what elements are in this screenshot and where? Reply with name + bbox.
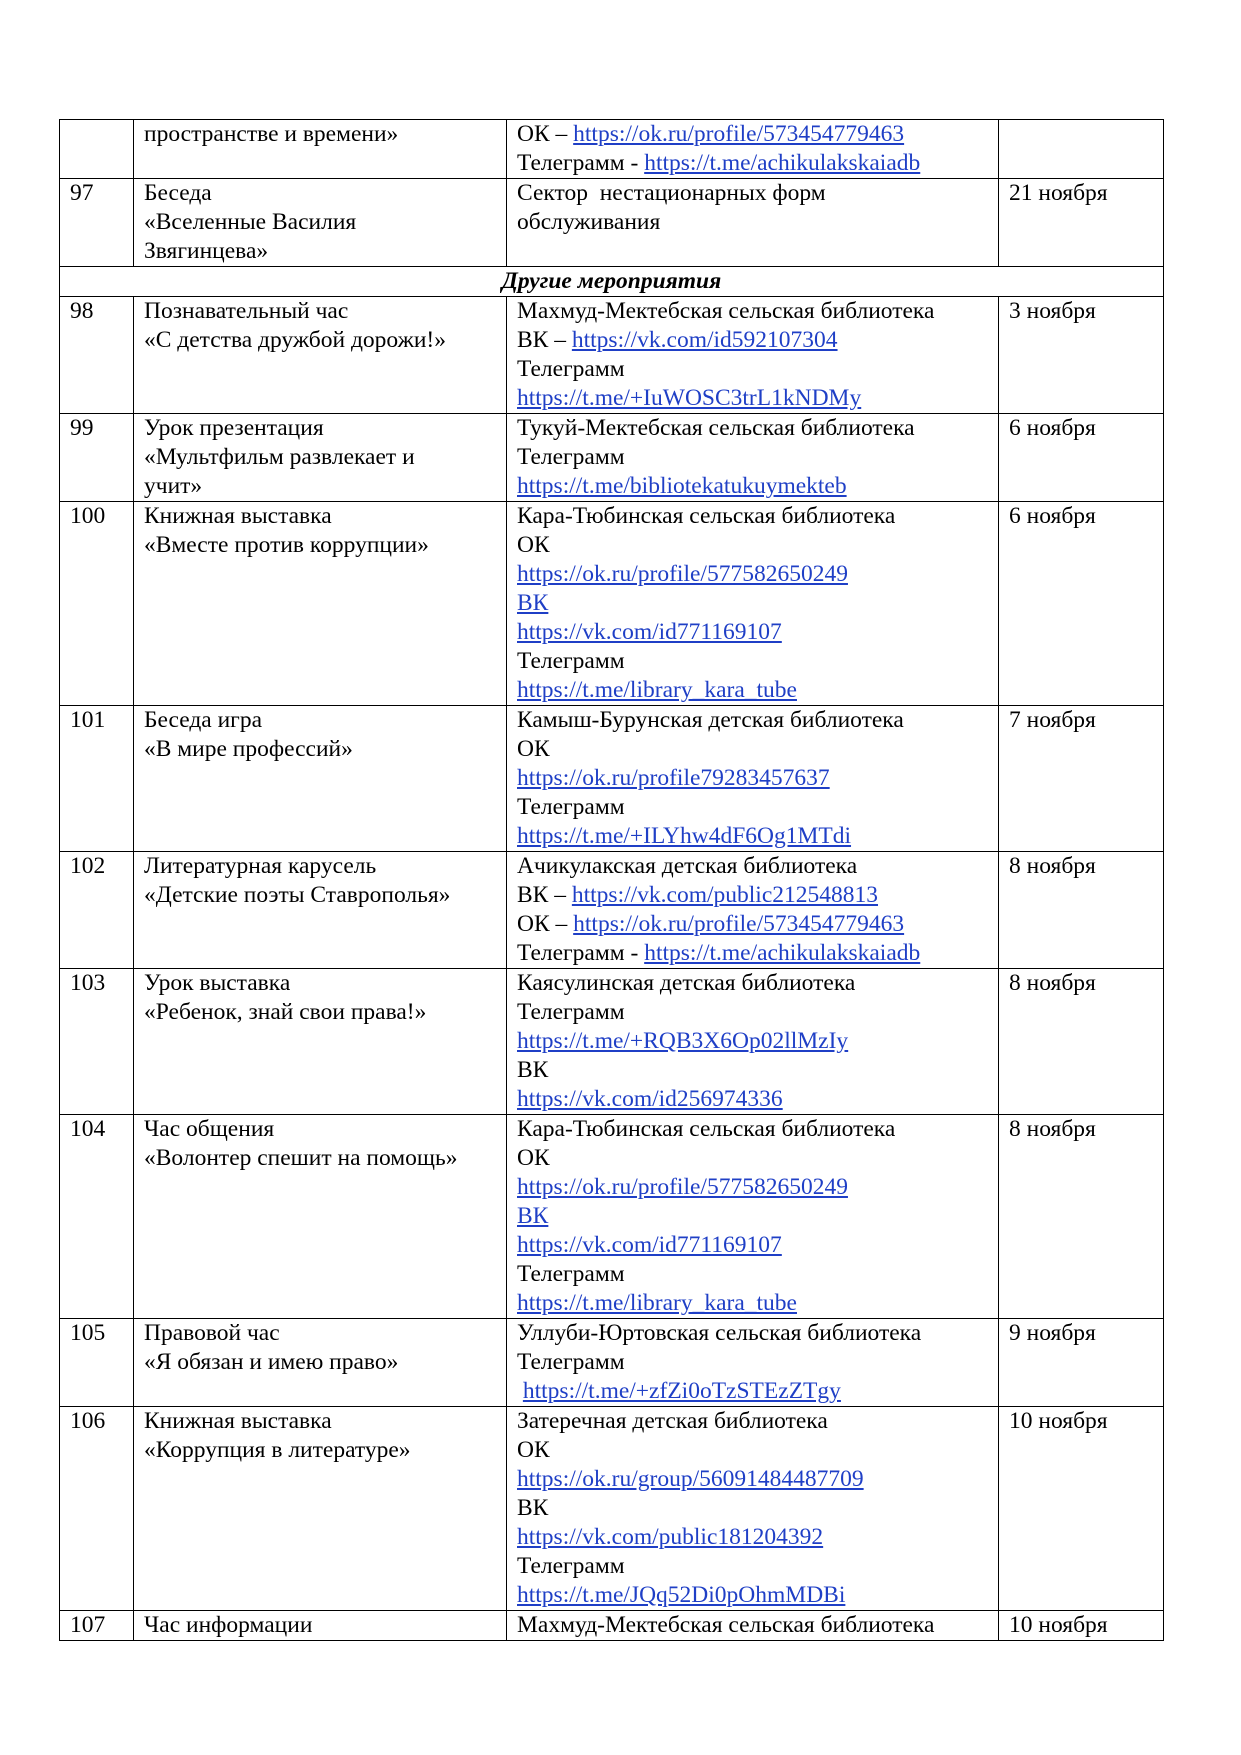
event-place-cell: [507, 120, 999, 179]
place-line: [517, 1202, 988, 1231]
place-text: Телеграмм: [517, 794, 625, 820]
place-text: Кара-Тюбинская сельская библиотека: [517, 1116, 896, 1142]
events-table-body: [60, 120, 1164, 1641]
place-line: [517, 208, 988, 237]
event-date: 6 ноября: [999, 414, 1164, 502]
hyperlink[interactable]: https://t.me/JQq52Di0pOhmMDBi: [517, 1582, 846, 1608]
event-title-line: «Детские поэты Ставрополья»: [144, 882, 451, 908]
table-row: [60, 706, 1164, 852]
place-text: Камыш-Бурунская детская библиотека: [517, 707, 904, 733]
place-line: [517, 1494, 988, 1523]
event-place-cell: [507, 1115, 999, 1319]
event-title-line: учит»: [144, 473, 203, 499]
event-title-line: «Коррупция в литературе»: [144, 1437, 411, 1463]
place-line: [517, 881, 988, 910]
event-title-line: «В мире профессий»: [144, 736, 353, 762]
event-title-cell: [134, 706, 507, 852]
place-text: ОК: [517, 532, 550, 558]
place-line: [517, 120, 988, 149]
place-text: Уллуби-Юртовская сельская библиотека: [517, 1320, 922, 1346]
event-title-cell: [134, 1319, 507, 1407]
event-place-cell: [507, 1319, 999, 1407]
event-date: 10 ноября: [999, 1611, 1164, 1641]
event-title-line: «С детства дружбой дорожи!»: [144, 327, 446, 353]
place-line: [517, 1407, 988, 1436]
event-title-line: Час общения: [144, 1116, 275, 1142]
place-text: Махмуд-Мектебская сельская библиотека: [517, 298, 935, 324]
event-date: 10 ноября: [999, 1407, 1164, 1611]
place-text: Махмуд-Мектебская сельская библиотека: [517, 1612, 935, 1638]
place-line: [517, 998, 988, 1027]
table-row: [60, 852, 1164, 969]
hyperlink[interactable]: https://t.me/achikulakskaiadb: [644, 940, 921, 966]
event-title-cell: [134, 1611, 507, 1641]
event-title-line: пространстве и времени»: [144, 121, 399, 147]
event-date: 9 ноября: [999, 1319, 1164, 1407]
place-line: [517, 706, 988, 735]
place-line: [517, 1465, 988, 1494]
event-place-cell: [507, 1407, 999, 1611]
table-row: [60, 414, 1164, 502]
place-text: Сектор нестационарных форм: [517, 180, 826, 206]
table-row: [60, 1407, 1164, 1611]
row-number: 107: [60, 1611, 134, 1641]
place-line: [517, 1056, 988, 1085]
event-title-cell: [134, 1407, 507, 1611]
event-title-line: Урок выставка: [144, 970, 291, 996]
event-title-cell: [134, 179, 507, 267]
event-place-cell: [507, 1611, 999, 1641]
place-text: ОК: [517, 1437, 550, 1463]
event-date: 8 ноября: [999, 852, 1164, 969]
place-line: [517, 589, 988, 618]
event-place-cell: [507, 969, 999, 1115]
place-line: [517, 1173, 988, 1202]
hyperlink[interactable]: https://ok.ru/profile/573454779463: [573, 911, 905, 937]
event-date: 21 ноября: [999, 179, 1164, 267]
place-line: [517, 1085, 988, 1114]
place-line: [517, 1523, 988, 1552]
event-date: 8 ноября: [999, 1115, 1164, 1319]
table-row: [60, 1611, 1164, 1641]
place-line: [517, 676, 988, 705]
place-line: [517, 910, 988, 939]
place-text: Тукуй-Мектебская сельская библиотека: [517, 415, 915, 441]
section-header-row: [60, 267, 1164, 297]
place-line: [517, 1611, 988, 1640]
place-line: [517, 531, 988, 560]
place-line: [517, 414, 988, 443]
hyperlink[interactable]: https://vk.com/public212548813: [571, 882, 879, 908]
row-number: 104: [60, 1115, 134, 1319]
place-text: Телеграмм: [517, 1261, 625, 1287]
event-title-line: Урок презентация: [144, 415, 324, 441]
hyperlink[interactable]: https://ok.ru/profile/577582650249: [517, 1174, 848, 1200]
place-text: Телеграмм: [517, 1349, 625, 1375]
event-place-cell: [507, 502, 999, 706]
place-text: Телеграмм: [517, 444, 625, 470]
event-title-cell: [134, 502, 507, 706]
event-title-cell: [134, 297, 507, 414]
hyperlink[interactable]: https://t.me/+IuWOSC3trL1kNDMy: [517, 385, 862, 411]
event-title-line: Беседа игра: [144, 707, 263, 733]
event-title-cell: [134, 852, 507, 969]
event-place-cell: [507, 179, 999, 267]
place-text: Телеграмм: [517, 999, 625, 1025]
row-number: 102: [60, 852, 134, 969]
events-table: [59, 119, 1164, 1641]
event-title-line: «Вселенные Василия: [144, 209, 357, 235]
place-line: [517, 1144, 988, 1173]
place-line: [517, 1289, 988, 1318]
place-text: Ачикулакская детская библиотека: [517, 853, 858, 879]
hyperlink[interactable]: https://t.me/+ILYhw4dF6Og1MTdi: [517, 823, 852, 849]
row-number: 100: [60, 502, 134, 706]
hyperlink[interactable]: https://vk.com/id771169107: [517, 1232, 782, 1258]
hyperlink[interactable]: https://ok.ru/group/56091484487709: [517, 1466, 864, 1492]
hyperlink[interactable]: ВК: [517, 1203, 549, 1229]
hyperlink[interactable]: https://ok.ru/profile79283457637: [517, 765, 830, 791]
hyperlink[interactable]: https://t.me/library_kara_tube: [517, 677, 797, 703]
place-line: [517, 472, 988, 501]
event-place-cell: [507, 414, 999, 502]
event-title-line: «Я обязан и имею право»: [144, 1349, 399, 1375]
event-title-cell: [134, 120, 507, 179]
event-date: [999, 120, 1164, 179]
place-line: [517, 384, 988, 413]
place-line: [517, 1348, 988, 1377]
event-date: 7 ноября: [999, 706, 1164, 852]
event-title-line: «Ребенок, знай свои права!»: [144, 999, 427, 1025]
hyperlink[interactable]: https://vk.com/id592107304: [571, 327, 838, 353]
place-line: [517, 560, 988, 589]
place-line: [517, 149, 988, 178]
place-line: [517, 1260, 988, 1289]
table-row: [60, 1319, 1164, 1407]
link-prefix: ВК –: [517, 882, 572, 908]
place-line: [517, 1115, 988, 1144]
hyperlink[interactable]: https://t.me/+zfZi0oTzSTEzZTgy: [522, 1378, 841, 1404]
event-date: 8 ноября: [999, 969, 1164, 1115]
document-page: [59, 119, 1163, 1641]
place-line: [517, 618, 988, 647]
event-title-cell: [134, 1115, 507, 1319]
row-number: 106: [60, 1407, 134, 1611]
place-line: [517, 1319, 988, 1348]
place-line: [517, 793, 988, 822]
place-line: [517, 297, 988, 326]
place-line: [517, 735, 988, 764]
place-text: Каясулинская детская библиотека: [517, 970, 856, 996]
place-text: Телеграмм: [517, 1553, 625, 1579]
place-line: [517, 764, 988, 793]
place-line: [517, 1231, 988, 1260]
place-text: обслуживания: [517, 209, 661, 235]
place-text: Кара-Тюбинская сельская библиотека: [517, 503, 896, 529]
place-text: ОК: [517, 736, 550, 762]
event-title-cell: [134, 414, 507, 502]
event-date: 3 ноября: [999, 297, 1164, 414]
event-title-line: Правовой час: [144, 1320, 280, 1346]
event-title-line: Час информации: [144, 1612, 313, 1638]
event-title-line: Звягинцева»: [144, 238, 269, 264]
place-line: [517, 852, 988, 881]
hyperlink[interactable]: https://t.me/achikulakskaiadb: [644, 150, 921, 176]
link-prefix: ОК –: [517, 121, 574, 147]
event-title-line: Познавательный час: [144, 298, 349, 324]
place-line: [517, 1581, 988, 1610]
place-line: [517, 355, 988, 384]
event-place-cell: [507, 706, 999, 852]
place-line: [517, 326, 988, 355]
event-title-line: «Мультфильм развлекает и: [144, 444, 415, 470]
hyperlink[interactable]: https://t.me/+RQB3X6Op02llMzIy: [517, 1028, 849, 1054]
row-number: 105: [60, 1319, 134, 1407]
row-number: 97: [60, 179, 134, 267]
place-line: [517, 1377, 988, 1406]
place-text: Затеречная детская библиотека: [517, 1408, 828, 1434]
place-text: Телеграмм: [517, 648, 625, 674]
hyperlink[interactable]: https://ok.ru/profile/573454779463: [573, 121, 905, 147]
table-row: [60, 297, 1164, 414]
hyperlink[interactable]: https://t.me/library_kara_tube: [517, 1290, 797, 1316]
event-title-line: Книжная выставка: [144, 503, 332, 529]
event-place-cell: [507, 297, 999, 414]
row-number: [60, 120, 134, 179]
place-text: ОК: [517, 1145, 550, 1171]
event-title-line: Беседа: [144, 180, 212, 206]
place-line: [517, 1027, 988, 1056]
place-line: [517, 502, 988, 531]
event-title-line: «Вместе против коррупции»: [144, 532, 429, 558]
table-row: [60, 502, 1164, 706]
row-number: 103: [60, 969, 134, 1115]
row-number: 99: [60, 414, 134, 502]
event-date: 6 ноября: [999, 502, 1164, 706]
link-prefix: Телеграмм -: [517, 150, 645, 176]
place-text: ВК: [517, 1057, 549, 1083]
table-row: [60, 120, 1164, 179]
hyperlink[interactable]: https://vk.com/id256974336: [517, 1086, 783, 1112]
link-prefix: ОК –: [517, 911, 574, 937]
table-row: [60, 969, 1164, 1115]
hyperlink[interactable]: ВК: [517, 590, 549, 616]
row-number: 98: [60, 297, 134, 414]
hyperlink[interactable]: https://ok.ru/profile/577582650249: [517, 561, 848, 587]
table-row: [60, 179, 1164, 267]
place-line: [517, 1552, 988, 1581]
hyperlink[interactable]: https://t.me/bibliotekatukuymekteb: [517, 473, 847, 499]
place-line: [517, 939, 988, 968]
place-text: Телеграмм: [517, 356, 625, 382]
place-line: [517, 647, 988, 676]
place-line: [517, 822, 988, 851]
place-line: [517, 1436, 988, 1465]
link-prefix: Телеграмм -: [517, 940, 645, 966]
link-prefix: ВК –: [517, 327, 572, 353]
place-text: ВК: [517, 1495, 549, 1521]
event-title-line: Литературная карусель: [144, 853, 377, 879]
place-line: [517, 969, 988, 998]
row-number: 101: [60, 706, 134, 852]
event-title-cell: [134, 969, 507, 1115]
event-title-line: Книжная выставка: [144, 1408, 332, 1434]
event-place-cell: [507, 852, 999, 969]
section-title: Другие мероприятия: [60, 267, 1164, 297]
hyperlink[interactable]: https://vk.com/id771169107: [517, 619, 782, 645]
hyperlink[interactable]: https://vk.com/public181204392: [517, 1524, 824, 1550]
place-line: [517, 179, 988, 208]
event-title-line: «Волонтер спешит на помощь»: [144, 1145, 458, 1171]
place-line: [517, 443, 988, 472]
table-row: [60, 1115, 1164, 1319]
